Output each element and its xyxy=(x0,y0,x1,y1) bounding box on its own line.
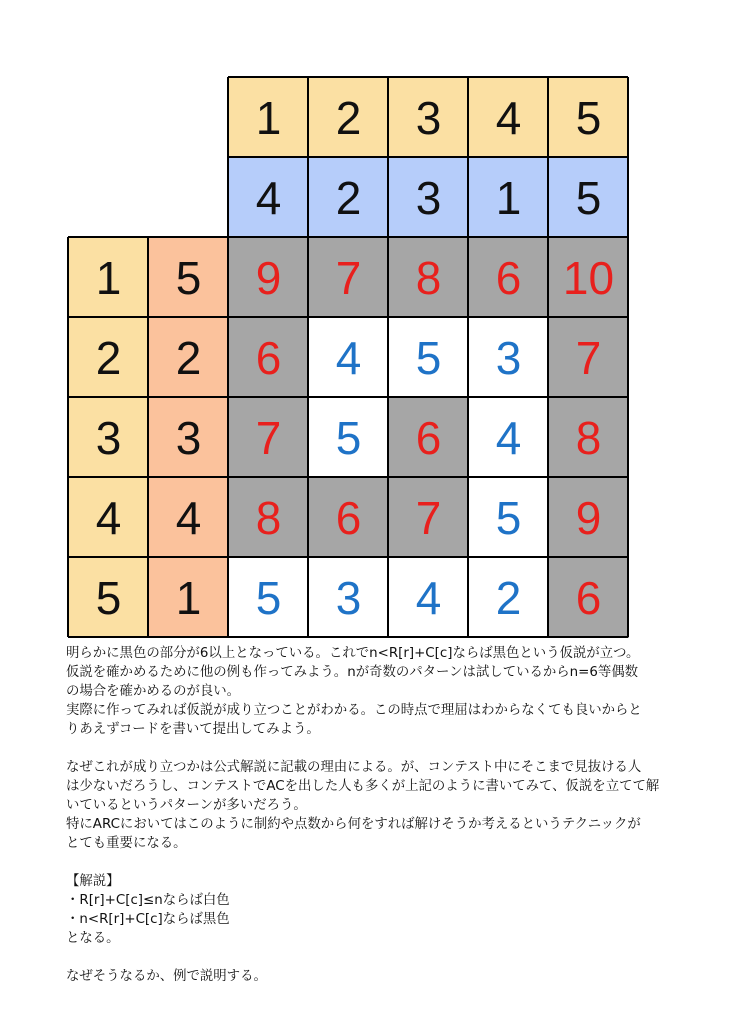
text-line: 特にARCにおいてはこのように制約や点数から何をすれば解けそうか考えるというテクニックが xyxy=(66,817,641,832)
grid-cell: 7 xyxy=(388,477,469,558)
grid-cell: 9 xyxy=(228,237,309,318)
column-header-cell: 4 xyxy=(468,77,549,158)
grid-cell: 5 xyxy=(388,317,469,398)
text-line: となる。 xyxy=(66,931,120,946)
grid-cell: 5 xyxy=(308,397,389,478)
section-heading: 【解説】 xyxy=(66,874,120,889)
grid-cell: 6 xyxy=(308,477,389,558)
text-line: りあえずコードを書いて提出してみよう。 xyxy=(66,722,320,737)
row-header-cell: 4 xyxy=(68,477,149,558)
r-value-cell: 4 xyxy=(148,477,229,558)
text-line: 実際に作ってみれば仮説が成り立つことがわかる。この時点で理屈はわからなくても良いからと xyxy=(66,703,642,718)
grid-cell: 6 xyxy=(388,397,469,478)
grid-cell: 4 xyxy=(308,317,389,398)
grid-cell: 8 xyxy=(548,397,629,478)
row-header-cell: 3 xyxy=(68,397,149,478)
row-header-cell: 5 xyxy=(68,557,149,638)
r-value-cell: 5 xyxy=(148,237,229,318)
grid-cell: 7 xyxy=(308,237,389,318)
blank-line xyxy=(66,853,686,872)
row-header-cell: 1 xyxy=(68,237,149,318)
blank-line xyxy=(66,948,686,967)
column-header-cell: 1 xyxy=(228,77,309,158)
text-line: とても重要になる。 xyxy=(66,836,187,851)
grid-cell: 6 xyxy=(548,557,629,638)
explanation-text xyxy=(66,644,686,986)
grid-cell: 6 xyxy=(468,237,549,318)
grid-cell: 3 xyxy=(468,317,549,398)
grid-cell: 5 xyxy=(468,477,549,558)
text-line: なぜこれが成り立つかは公式解説に記載の理由による。が、コンテスト中にそこまで見抜ける人 xyxy=(66,760,642,775)
grid-cell: 4 xyxy=(388,557,469,638)
text-line: 仮説を確かめるために他の例も作ってみよう。nが奇数のパターンは試しているからn=6等偶数 xyxy=(66,665,639,680)
rule-black: ・n<R[r]+C[c]ならば黒色 xyxy=(66,912,230,927)
grid-cell: 9 xyxy=(548,477,629,558)
column-header-cell: 3 xyxy=(388,77,469,158)
c-value-cell: 2 xyxy=(308,157,389,238)
c-value-cell: 3 xyxy=(388,157,469,238)
grid-cell: 10 xyxy=(548,237,629,318)
rule-white: ・R[r]+C[c]≤nならば白色 xyxy=(66,893,230,908)
r-value-cell: 1 xyxy=(148,557,229,638)
column-header-cell: 5 xyxy=(548,77,629,158)
c-value-cell: 1 xyxy=(468,157,549,238)
text-line: は少ないだろうし、コンテストでACを出した人も多くが上記のように書いてみて、仮説を立てて解 xyxy=(66,779,660,794)
grid-cell: 8 xyxy=(228,477,309,558)
grid-cell: 8 xyxy=(388,237,469,318)
grid-cell: 7 xyxy=(548,317,629,398)
c-value-cell: 4 xyxy=(228,157,309,238)
grid-cell: 5 xyxy=(228,557,309,638)
grid-cell: 7 xyxy=(228,397,309,478)
text-line: 明らかに黒色の部分が6以上となっている。これでn<R[r]+C[c]ならば黒色という仮説が立つ。 xyxy=(66,646,640,661)
r-value-cell: 3 xyxy=(148,397,229,478)
column-header-cell: 2 xyxy=(308,77,389,158)
grid-cell: 6 xyxy=(228,317,309,398)
r-value-cell: 2 xyxy=(148,317,229,398)
text-line: の場合を確かめるのが良い。 xyxy=(66,684,241,699)
c-value-cell: 5 xyxy=(548,157,629,238)
grid-cell: 4 xyxy=(468,397,549,478)
blank-line xyxy=(66,739,686,758)
grid-cell: 2 xyxy=(468,557,549,638)
text-line: いているというパターンが多いだろう。 xyxy=(66,798,307,813)
row-header-cell: 2 xyxy=(68,317,149,398)
text-line: なぜそうなるか、例で説明する。 xyxy=(66,969,267,984)
grid-cell: 3 xyxy=(308,557,389,638)
